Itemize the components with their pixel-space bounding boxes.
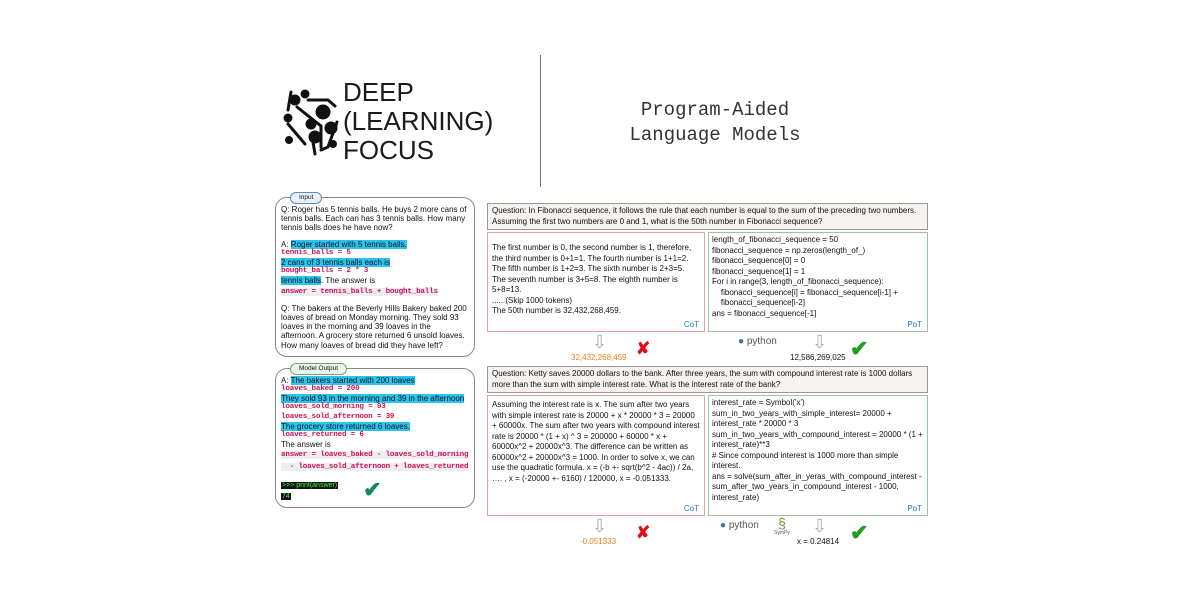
divider bbox=[540, 55, 541, 187]
model-output-panel bbox=[275, 364, 475, 508]
code-line: interest_rate * 20000 * 3 bbox=[712, 419, 799, 428]
code-line: bought_balls = 2 * 3 bbox=[281, 267, 369, 276]
down-arrow-icon: ⇩ bbox=[812, 516, 828, 536]
down-arrow-icon: ⇩ bbox=[812, 332, 828, 352]
deep-learning-focus-logo-icon bbox=[283, 82, 343, 160]
cot-label: CoT bbox=[683, 320, 699, 329]
down-arrow-icon: ⇩ bbox=[592, 332, 608, 352]
answer-prefix: A: bbox=[281, 239, 289, 249]
example-answer bbox=[281, 240, 469, 297]
code-line: length_of_fibonacci_sequence = 50 bbox=[712, 235, 839, 244]
code-line: answer = tennis_balls + bought_balls bbox=[281, 287, 438, 296]
checkmark-icon: ✔ bbox=[850, 336, 869, 361]
cot-box bbox=[487, 232, 705, 332]
reasoning-text: The answer is bbox=[281, 440, 331, 450]
sympy-label: SymPy bbox=[774, 530, 790, 536]
reasoning-text: . The answer is bbox=[321, 276, 376, 286]
pal-column bbox=[275, 194, 475, 508]
test-question: Q: The bakers at the Beverly Hills Bakery baked 200 loaves of bread on Monday morning. They sold 93 loaves in the morning and 39 loaves in the afternoon. A grocery store returned 6 unsold loaves. How many loaves of bread did they have left? bbox=[281, 303, 467, 350]
brand-name bbox=[343, 78, 493, 165]
down-arrow-icon: ⇩ bbox=[592, 516, 608, 536]
code-line: For i in range(3, length_of_fibonacci_sequence): bbox=[712, 277, 884, 286]
code-line: - loaves_sold_afternoon + loaves_returned bbox=[281, 462, 469, 471]
pot-box bbox=[708, 232, 928, 332]
code-line: interest_rate = Symbol('x') bbox=[712, 398, 805, 407]
cot-box bbox=[487, 395, 705, 516]
code-line: fibonacci_sequence[0] = 0 bbox=[712, 256, 806, 265]
code-line: loaves_sold_afternoon = 39 bbox=[281, 412, 395, 421]
code-line: interest_rate) bbox=[712, 492, 760, 502]
brand-line: DEEP bbox=[343, 77, 414, 107]
code-line: loaves_sold_morning = 93 bbox=[281, 403, 386, 412]
question-box: Question: Ketty saves 20000 dollars to the bank. After three years, the sum with compound interest rate is 1000 dollars more than the sum with simple interest rate. What is the interest rate of the bank? bbox=[487, 366, 928, 393]
cot-text: The 50th number is 32,432,268,459. bbox=[492, 306, 621, 315]
pot-label: PoT bbox=[907, 320, 922, 329]
checkmark-icon: ✔ bbox=[363, 476, 382, 502]
cot-text: The first number is 0, the second number is 1, therefore, the third number is 0+1=1. The fourth number is 1+1=2. The fifth number is 1+2=3. The sixth number is 2+3=5. The seventh number is 3+5=8. The eighth number is 5+8=13. bbox=[492, 243, 692, 294]
terminal-command: >>> print(answer) bbox=[282, 482, 338, 490]
result-row bbox=[487, 332, 928, 366]
reasoning-step: The grocery store returned 6 loaves. bbox=[281, 421, 410, 431]
code-line: fibonacci_sequence[i-2] bbox=[712, 298, 805, 307]
result-row bbox=[487, 516, 928, 550]
cot-text: ..... (Skip 1000 tokens) bbox=[492, 295, 573, 305]
page-title bbox=[600, 98, 830, 148]
python-label: python bbox=[746, 336, 777, 347]
cot-result: -0.051333 bbox=[580, 537, 617, 546]
brand-line: FOCUS bbox=[343, 135, 434, 165]
code-line: loaves_returned = 6 bbox=[281, 431, 364, 440]
pot-column bbox=[487, 203, 928, 550]
code-line: fibonacci_sequence = np.zeros(length_of_) bbox=[712, 245, 866, 255]
brand-line: (LEARNING) bbox=[343, 106, 494, 136]
code-line: interest_rate)**3 bbox=[712, 440, 770, 449]
terminal-output: 74 bbox=[282, 492, 290, 500]
reasoning-step: The bakers started with 200 loaves bbox=[290, 375, 415, 385]
cross-icon: ✘ bbox=[636, 339, 651, 358]
code-line: fibonacci_sequence[i] = fibonacci_sequence[i-1] + bbox=[712, 287, 898, 297]
example-question: Q: Roger has 5 tennis balls. He buys 2 more cans of tennis balls. Each can has 3 tennis balls. How many tennis balls does he have now? bbox=[281, 205, 467, 233]
output-tag: Model Output bbox=[290, 363, 347, 375]
reasoning-step: Roger started with 5 tennis balls. bbox=[290, 239, 407, 249]
reasoning-step: tennis balls bbox=[281, 276, 322, 286]
input-tag: Input bbox=[290, 192, 322, 204]
pot-box bbox=[708, 395, 928, 516]
python-logo-icon: ● python bbox=[720, 520, 759, 531]
reasoning-step: They sold 93 in the morning and 39 in the afternoon bbox=[281, 394, 465, 404]
title-line: Program-Aided bbox=[640, 99, 790, 121]
sympy-logo-icon: § SymPy bbox=[774, 515, 790, 536]
pot-result: x = 0.24814 bbox=[797, 537, 840, 546]
code-line: sum_in_two_years_with_simple_interest= 20000 + bbox=[712, 408, 892, 418]
code-line: tennis_balls = 5 bbox=[281, 248, 351, 257]
pot-label: PoT bbox=[907, 504, 922, 513]
code-line: sum_after_two_years_in_compound_interest - 1000, bbox=[712, 482, 899, 491]
python-logo-icon: ● python bbox=[738, 336, 777, 347]
question-box: Question: In Fibonacci sequence, it follows the rule that each number is equal to the sum of the preceding two numbers. Assuming the first two numbers are 0 and 1, what is the 50th number in Fibonacci sequence? bbox=[487, 203, 928, 230]
input-panel bbox=[275, 194, 475, 357]
code-line: loaves_baked = 200 bbox=[281, 385, 360, 394]
code-line: sum_in_two_years_with_compound_interest = 20000 * (1 + bbox=[712, 429, 923, 439]
code-line: ans = fibonacci_sequence[-1] bbox=[712, 308, 817, 318]
code-line: # Since compound interest is 1000 more than simple interest. bbox=[712, 450, 901, 470]
cot-label: CoT bbox=[683, 504, 699, 513]
cot-result: 32,432,268,459 bbox=[571, 353, 627, 362]
title-line: Language Models bbox=[629, 124, 801, 146]
pot-result: 12,586,269,025 bbox=[790, 353, 846, 362]
code-line: answer = loaves_baked - loaves_sold_morning bbox=[281, 451, 469, 460]
solution-row bbox=[487, 395, 928, 516]
solution-row bbox=[487, 232, 928, 332]
python-label: python bbox=[728, 520, 759, 531]
reasoning-step: 2 cans of 3 tennis balls each is bbox=[281, 258, 390, 268]
answer-prefix: A: bbox=[281, 375, 289, 385]
code-line: fibonacci_sequence[1] = 1 bbox=[712, 266, 806, 276]
cross-icon: ✘ bbox=[636, 523, 651, 542]
code-line: ans = solve(sum_after_in_yeras_with_compound_interest - bbox=[712, 471, 922, 481]
checkmark-icon: ✔ bbox=[850, 520, 869, 545]
cot-text: Assuming the interest rate is x. The sum after two years with simple interest rate is 20000 + x * 20000 * 3 = 20000 + 60000x. The sum after two years with compound interest rate is 20000 * (1 + x) ^ 3 = 200000 + 60000 * x + 60000x^2 + 20000x^3. The difference can be written as 60000x^2 + 20000x^3 = 1000. In order to solve x, we can use the quadratic formula. x = (-b +- sqrt(b^2 - 4ac)) / 2a, …. , x = (-20000 +- 6160) / 120000, x = -0.051333. bbox=[492, 400, 700, 483]
